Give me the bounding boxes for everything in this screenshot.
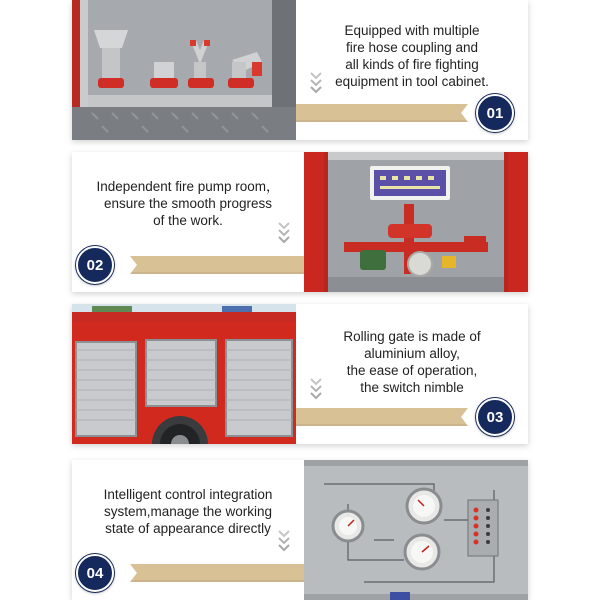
fire-hose-couplings-photo (72, 0, 296, 140)
step-number-badge: 03 (476, 398, 514, 436)
feature-description-1: Equipped with multiple fire hose coupling and all kinds of fire fighting equipment in tool cabinet. (335, 23, 489, 89)
number-ribbon (296, 104, 468, 122)
feature-text-4 (72, 460, 304, 600)
chevron-down-icon (308, 376, 324, 402)
chevron-down-icon (276, 220, 292, 246)
feature-text-2 (72, 152, 304, 292)
step-number-badge: 04 (76, 554, 114, 592)
chevron-down-icon (308, 70, 324, 96)
control-panel-photo (304, 460, 528, 600)
feature-text-3 (296, 304, 528, 444)
feature-row-3 (72, 304, 528, 444)
step-number-badge: 01 (476, 94, 514, 132)
feature-description-2: Independent fire pump room， ensure the smooth progress of the work. (96, 179, 280, 228)
fire-pump-room-photo (304, 152, 528, 292)
number-ribbon (130, 256, 304, 274)
feature-row-1 (72, 0, 528, 140)
step-number-badge: 02 (76, 246, 114, 284)
feature-description-4: Intelligent control integration system,manage the working state of appearance directly (103, 487, 273, 536)
number-ribbon (296, 408, 468, 426)
feature-description-3: Rolling gate is made of aluminium alloy, the ease of operation, the switch nimble (343, 329, 481, 395)
feature-text-1 (296, 0, 528, 140)
chevron-down-icon (276, 528, 292, 554)
number-ribbon (130, 564, 304, 582)
feature-row-4 (72, 460, 528, 600)
rolling-gate-photo (72, 304, 296, 444)
feature-row-2 (72, 152, 528, 292)
